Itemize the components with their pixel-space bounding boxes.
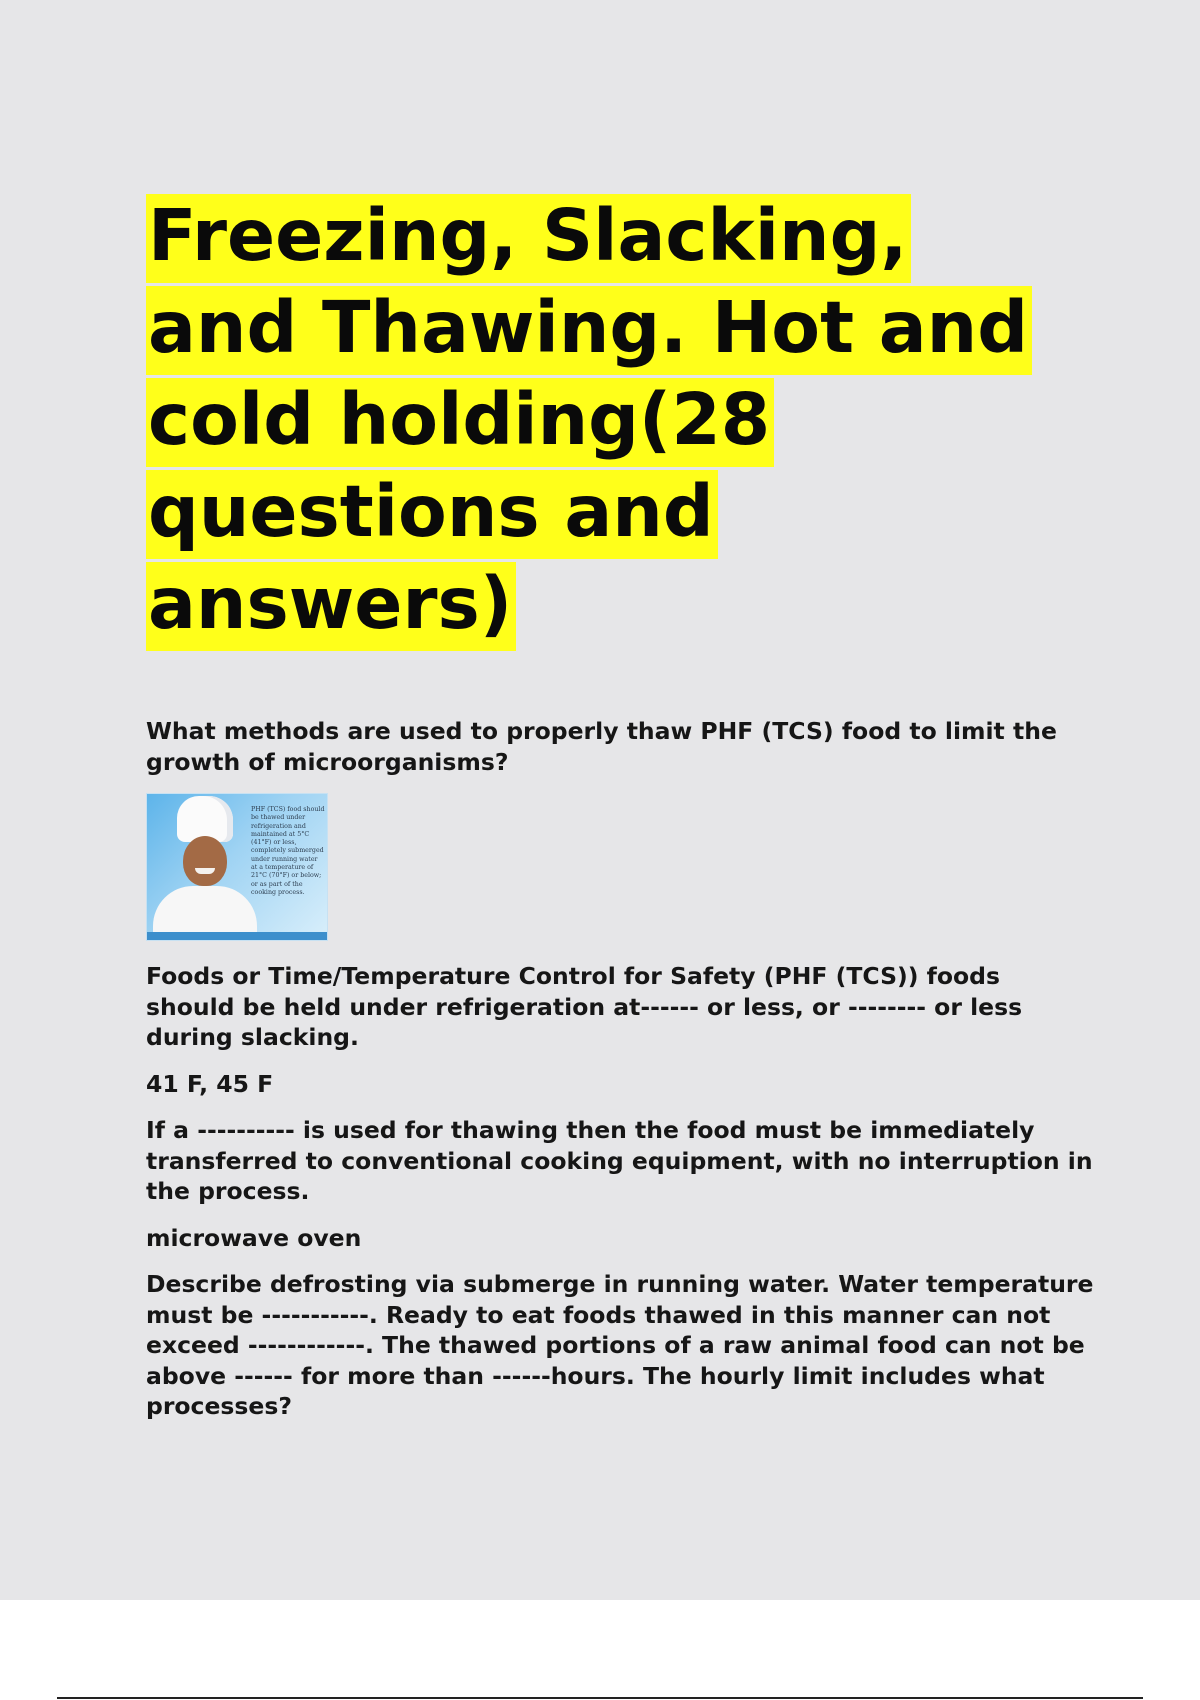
chef-thumbnail-image	[146, 793, 328, 941]
question-3: If a ---------- is used for thawing then the food must be immediately transferred to conventional cooking equipment, with no interruption in the process.	[146, 1116, 1093, 1205]
title-line: cold holding(28	[146, 378, 774, 467]
chef-face-icon	[183, 836, 227, 886]
title-line: and Thawing. Hot and	[146, 286, 1032, 375]
thumbnail-bar	[147, 932, 328, 940]
question-1: What methods are used to properly thaw PHF (TCS) food to limit the growth of microorganisms?	[146, 717, 1057, 776]
title-line: answers)	[146, 562, 516, 651]
title-line: questions and	[146, 470, 718, 559]
title-line: Freezing, Slacking,	[146, 194, 911, 283]
chef-smile-icon	[195, 868, 215, 874]
qa-list	[146, 716, 1096, 1422]
question-4: Describe defrosting via submerge in running water. Water temperature must be -----------. Ready to eat foods thawed in this manner can not exceed ------------. The thawed portions of a raw animal food can not be above ------ for more than ------hours. The hourly limit includes what processes?	[146, 1270, 1094, 1420]
thumbnail-text: PHF (TCS) food should be thawed under refrigeration and maintained at 5°C (41°F) or less, completely submerged under running water at a temperature of 21°C (70°F) or below; or as part of the cooking process.	[251, 806, 325, 896]
document-content	[146, 190, 1096, 1438]
answer-3: microwave oven	[146, 1223, 362, 1252]
footer-divider	[57, 1697, 1143, 1699]
document-title	[146, 190, 1076, 650]
answer-2: 41 F, 45 F	[146, 1069, 274, 1098]
question-2: Foods or Time/Temperature Control for Safety (PHF (TCS)) foods should be held under refrigeration at------ or less, or -------- or less during slacking.	[146, 962, 1023, 1051]
